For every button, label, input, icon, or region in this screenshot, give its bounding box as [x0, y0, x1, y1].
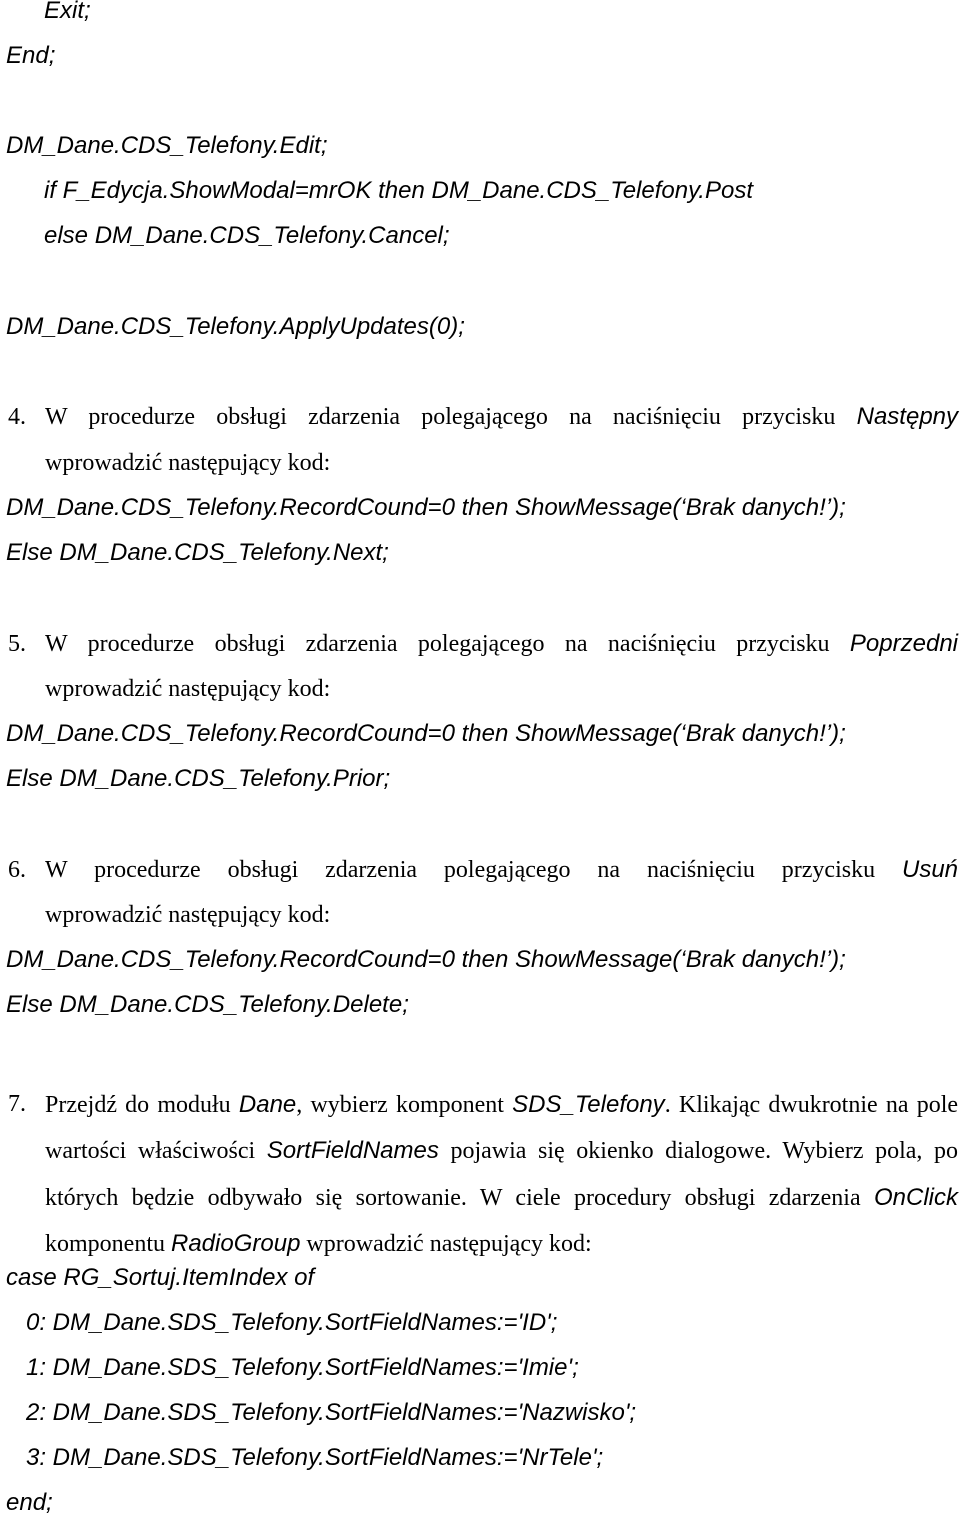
code-line-sort-3: 3: DM_Dane.SDS_Telefony.SortFieldNames:='NrTele';	[26, 1444, 604, 1471]
button-name: Następny	[856, 403, 959, 430]
code-line-if: if F_Edycja.ShowModal=mrOK then DM_Dane.CDS_Telefony.Post	[44, 177, 753, 204]
instruction-item-5	[8, 629, 958, 659]
item-5-code-1: DM_Dane.CDS_Telefony.RecordCound=0 then ShowMessage(‘Brak danych!’);	[6, 720, 846, 747]
component-name: SDS_Telefony	[512, 1091, 665, 1118]
item-4-line-2: wprowadzić następujący kod:	[45, 450, 331, 476]
item-number: 6.	[8, 857, 26, 883]
component-name: RadioGroup	[171, 1229, 301, 1257]
item-number: 4.	[8, 404, 26, 430]
code-line-sort-2: 2: DM_Dane.SDS_Telefony.SortFieldNames:='Nazwisko';	[26, 1399, 637, 1426]
item-6-code-2: Else DM_Dane.CDS_Telefony.Delete;	[6, 991, 409, 1018]
property-name: SortFieldNames	[266, 1137, 439, 1165]
code-line-else: else DM_Dane.CDS_Telefony.Cancel;	[44, 222, 450, 249]
button-name: Poprzedni	[849, 630, 958, 657]
code-line-end: End;	[6, 42, 56, 69]
item-6-line-2: wprowadzić następujący kod:	[45, 902, 331, 928]
item-4-code-2: Else DM_Dane.CDS_Telefony.Next;	[6, 539, 389, 566]
code-line-end-case: end;	[6, 1489, 53, 1516]
instruction-item-7	[8, 1082, 958, 1267]
item-number: 5.	[8, 631, 26, 657]
event-name: OnClick	[874, 1183, 959, 1211]
instruction-item-4	[8, 402, 958, 432]
item-text: Przejdź do modułu Dane, wybierz komponent SDS_Telefony. Klikając dwukrotnie na pole wartości właściwości SortFieldNames pojawia się okienko dialogowe. Wybierz pola, po których będzie odbywało się sortowanie. W ciele procedury obsługi zdarzenia OnClick komponentu RadioGroup wprowadzić następujący kod:	[45, 1091, 959, 1257]
item-text: W procedurze obsługi zdarzenia polegającego na naciśnięciu przycisku Poprzedni	[45, 630, 958, 657]
code-line-exit: Exit;	[44, 0, 91, 24]
item-text: W procedurze obsługi zdarzenia polegającego na naciśnięciu przycisku Następny	[45, 403, 959, 430]
item-text: W procedurze obsługi zdarzenia polegającego na naciśnięciu przycisku Usuń	[45, 856, 959, 883]
module-name: Dane	[238, 1091, 297, 1118]
instruction-item-6	[8, 855, 958, 885]
code-line-edit: DM_Dane.CDS_Telefony.Edit;	[6, 132, 328, 159]
button-name: Usuń	[901, 856, 959, 883]
item-6-code-1: DM_Dane.CDS_Telefony.RecordCound=0 then ShowMessage(‘Brak danych!’);	[6, 946, 846, 973]
item-4-code-1: DM_Dane.CDS_Telefony.RecordCound=0 then ShowMessage(‘Brak danych!’);	[6, 494, 846, 521]
item-5-code-2: Else DM_Dane.CDS_Telefony.Prior;	[6, 765, 391, 792]
item-5-line-2: wprowadzić następujący kod:	[45, 676, 331, 702]
code-line-sort-0: 0: DM_Dane.SDS_Telefony.SortFieldNames:='ID';	[26, 1309, 558, 1336]
item-number: 7.	[8, 1091, 26, 1117]
code-line-apply-updates: DM_Dane.CDS_Telefony.ApplyUpdates(0);	[6, 313, 465, 340]
code-line-sort-1: 1: DM_Dane.SDS_Telefony.SortFieldNames:='Imie';	[26, 1354, 579, 1381]
code-line-case: case RG_Sortuj.ItemIndex of	[6, 1264, 315, 1291]
